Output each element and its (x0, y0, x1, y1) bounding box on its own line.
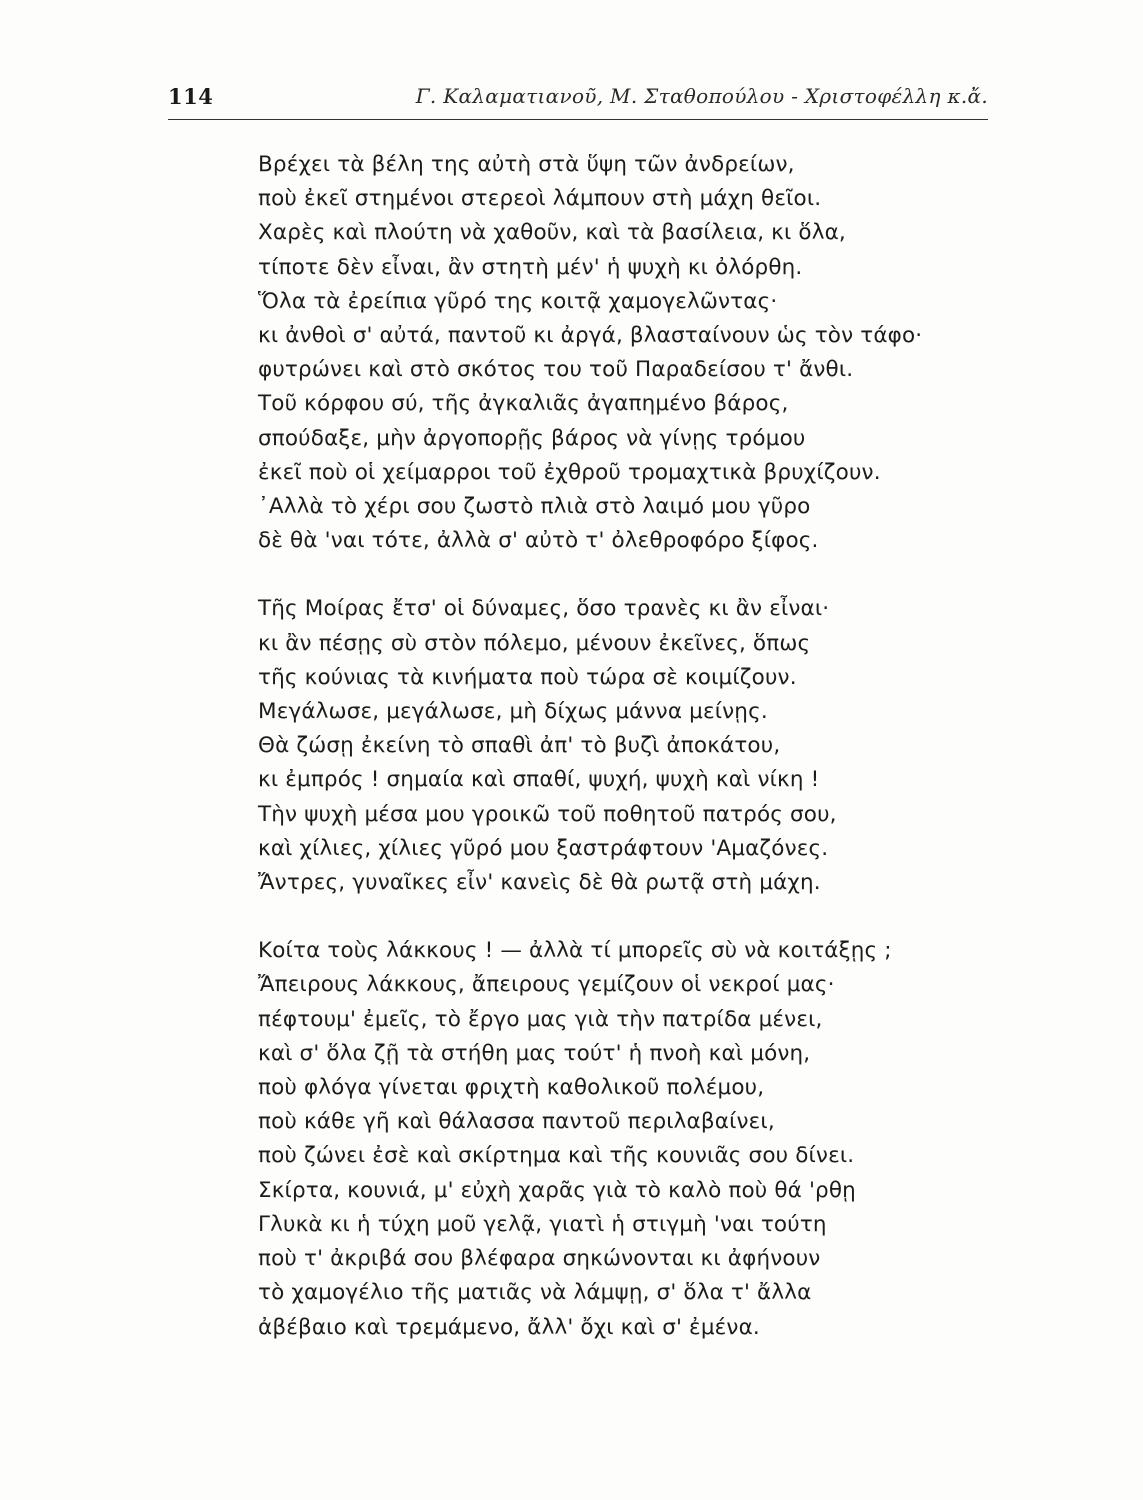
verse-line: τὸ χαμογέλιο τῆς ματιᾶς νὰ λάμψῃ, σ' ὅλα τ' ἄλλα (258, 1280, 812, 1306)
stanza-2 (258, 592, 978, 900)
verse-line: ποὺ φλόγα γίνεται φριχτὴ καθολικοῦ πολέμου, (258, 1075, 765, 1101)
verse-line: Τῆς Μοίρας ἔτσ' οἱ δύναμες, ὅσο τρανὲς κι ἂν εἶναι· (258, 596, 830, 622)
verse-line: Χαρὲς καὶ πλούτη νὰ χαθοῦν, καὶ τὰ βασίλεια, κι ὅλα, (258, 220, 846, 246)
stanza-1 (258, 148, 978, 558)
verse-line: ποὺ τ' ἀκριβά σου βλέφαρα σηκώνονται κι ἀφήνουν (258, 1246, 821, 1272)
verse-line: Μεγάλωσε, μεγάλωσε, μὴ δίχως μάννα μείνῃς. (258, 699, 768, 725)
verse-line: φυτρώνει καὶ στὸ σκότος του τοῦ Παραδείσου τ' ἄνθι. (258, 357, 854, 383)
verse-line: Τὴν ψυχὴ μέσα μου γροικῶ τοῦ ποθητοῦ πατρός σου, (258, 801, 837, 827)
page-header (168, 78, 988, 114)
verse-line: τίποτε δὲν εἶναι, ἂν στητὴ μέν' ἡ ψυχὴ κι ὀλόρθη. (258, 254, 803, 280)
verse-line: καὶ σ' ὅλα ζῇ τὰ στήθη μας τούτ' ἡ πνοὴ καὶ μόνη, (258, 1040, 811, 1066)
verse-line: ποὺ ἐκεῖ στημένοι στερεοὶ λάμπουν στὴ μάχη θεῖοι. (258, 186, 822, 212)
verse-line: Κοίτα τοὺς λάκκους ! — ἀλλὰ τί μπορεῖς σὺ νὰ κοιτάξῃς ; (258, 938, 892, 964)
verse-line: σπούδαξε, μὴν ἀργοπορῇς βάρος νὰ γίνῃς τρόμου (258, 425, 806, 451)
verse-line: δὲ θὰ 'ναι τότε, ἀλλὰ σ' αὐτὸ τ' ὀλεθροφόρο ξίφος. (258, 528, 819, 554)
verse-line: καὶ χίλιες, χίλιες γῦρό μου ξαστράφτουν 'Αμαζόνες. (258, 835, 829, 861)
verse-line: πέφτουμ' ἐμεῖς, τὸ ἔργο μας γιὰ τὴν πατρίδα μένει, (258, 1006, 823, 1032)
stanza-3 (258, 934, 978, 1344)
verse-line: Γλυκὰ κι ἡ τύχη μοῦ γελᾷ, γιατὶ ἡ στιγμὴ 'ναι τούτη (258, 1211, 827, 1237)
verse-line: ἀβέβαιο καὶ τρεμάμενο, ἄλλ' ὄχι καὶ σ' ἐμένα. (258, 1314, 760, 1340)
verse-line: ποὺ ζώνει ἐσὲ καὶ σκίρτημα καὶ τῆς κουνιᾶς σου δίνει. (258, 1143, 855, 1169)
verse-line: ἐκεῖ ποὺ οἱ χείμαρροι τοῦ ἐχθροῦ τρομαχτικὰ βρυχίζουν. (258, 459, 881, 485)
verse-line: κι ἂν πέσῃς σὺ στὸν πόλεμο, μένουν ἐκεῖνες, ὅπως (258, 630, 811, 656)
page-number: 114 (168, 84, 214, 109)
verse-line: ᾿Αλλὰ τὸ χέρι σου ζωστὸ πλιὰ στὸ λαιμό μου γῦρο (258, 494, 811, 520)
poem-body (258, 148, 978, 1345)
verse-line: Τοῦ κόρφου σύ, τῆς ἀγκαλιᾶς ἀγαπημένο βάρος, (258, 391, 789, 417)
header-rule (168, 119, 988, 120)
verse-line: Βρέχει τὰ βέλη της αὐτὴ στὰ ὕψη τῶν ἀνδρείων, (258, 152, 795, 177)
verse-line: Ἄπειρους λάκκους, ἄπειρους γεμίζουν οἱ νεκροί μας· (258, 972, 835, 998)
verse-line: Ὅλα τὰ ἐρείπια γῦρό της κοιτᾷ χαμογελῶντας· (258, 288, 778, 314)
running-head: Γ. Καλαματιανοῦ, Μ. Σταθοπούλου - Χριστοφέλλη κ.ἄ. (415, 84, 988, 108)
verse-line: Ἄντρες, γυναῖκες εἶν' κανεὶς δὲ θὰ ρωτᾷ στὴ μάχη. (258, 870, 821, 896)
verse-line: ποὺ κάθε γῆ καὶ θάλασσα παντοῦ περιλαβαίνει, (258, 1109, 775, 1135)
verse-line: τῆς κούνιας τὰ κινήματα ποὺ τώρα σὲ κοιμίζουν. (258, 664, 797, 690)
verse-line: Θὰ ζώσῃ ἐκείνη τὸ σπαθὶ ἀπ' τὸ βυζὶ ἀποκάτου, (258, 733, 781, 759)
verse-line: κι ἐμπρός ! σημαία καὶ σπαθί, ψυχή, ψυχὴ καὶ νίκη ! (258, 767, 820, 793)
verse-line: κι ἀνθοὶ σ' αὐτά, παντοῦ κι ἀργά, βλασταίνουν ὡς τὸν τάφο· (258, 323, 923, 349)
verse-line: Σκίρτα, κουνιά, μ' εὐχὴ χαρᾶς γιὰ τὸ καλὸ ποὺ θά 'ρθῃ (258, 1177, 856, 1203)
